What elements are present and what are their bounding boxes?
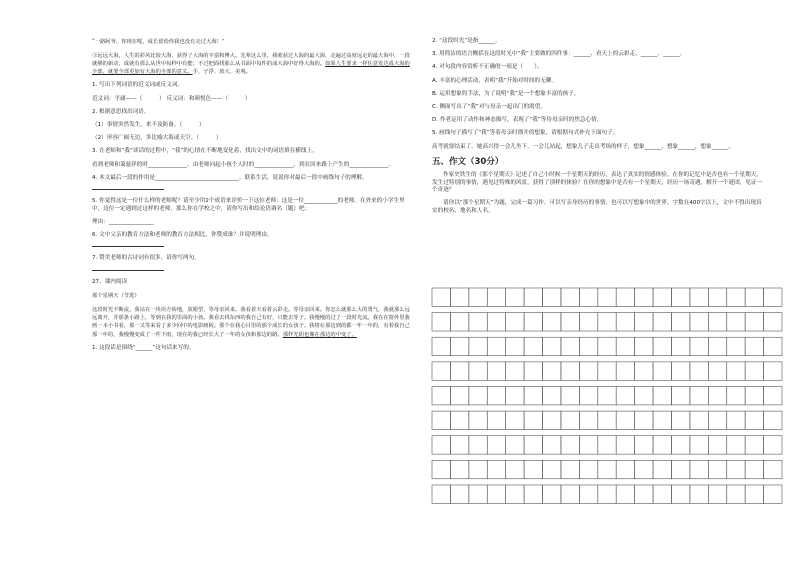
grid-cell[interactable] <box>764 288 782 306</box>
grid-cell[interactable] <box>487 485 505 503</box>
grid-cell[interactable] <box>450 485 468 503</box>
grid-cell[interactable] <box>745 337 763 355</box>
grid-cell[interactable] <box>524 436 542 454</box>
grid-cell[interactable] <box>635 386 653 404</box>
question-7: 7. 赞美老师的古诗词有很多，请你写两句。 <box>92 255 200 262</box>
grid-cell[interactable] <box>450 288 468 306</box>
reading-question-5-line: 高考就要结束了，她高兴得一会儿坐下，一会儿站起，想象儿子走出考场的样子，想象______，想象______，想象______。 <box>432 143 735 150</box>
grid-cell[interactable] <box>561 362 579 380</box>
grid-cell[interactable] <box>727 288 745 306</box>
grid-cell[interactable] <box>764 436 782 454</box>
grid-cell[interactable] <box>432 485 450 503</box>
grid-cell[interactable] <box>469 436 487 454</box>
grid-cell[interactable] <box>524 313 542 331</box>
grid-cell[interactable] <box>561 337 579 355</box>
question-6: 6. 文中父亲的教育方法和老师的教育方法相比，你赞成谁？并说明理由。 <box>92 232 273 239</box>
grid-cell[interactable] <box>671 386 689 404</box>
grid-cell[interactable] <box>579 288 597 306</box>
grid-cell[interactable] <box>671 411 689 429</box>
grid-cell[interactable] <box>487 386 505 404</box>
option-c: C. 侧面写出了“我”对与母亲一起出门的渴望。 <box>432 104 546 111</box>
grid-cell[interactable] <box>653 288 671 306</box>
grid-cell[interactable] <box>598 386 616 404</box>
grid-cell[interactable] <box>506 436 524 454</box>
left-column <box>92 38 414 358</box>
right-column <box>432 38 764 221</box>
question-2-b: （2）形容广阔无边，多比喻大海或天空。（ ） <box>92 135 222 142</box>
grid-cell[interactable] <box>727 337 745 355</box>
grid-cell[interactable] <box>745 386 763 404</box>
grid-cell[interactable] <box>543 411 561 429</box>
grid-cell[interactable] <box>708 436 726 454</box>
grid-cell[interactable] <box>450 436 468 454</box>
grid-cell[interactable] <box>432 386 450 404</box>
question-1: 1. 写出下列词语的近义词或反义词。 <box>92 82 184 89</box>
grid-cell[interactable] <box>469 362 487 380</box>
grid-cell[interactable] <box>579 362 597 380</box>
grid-cell[interactable] <box>579 313 597 331</box>
grid-cell[interactable] <box>487 460 505 478</box>
grid-cell[interactable] <box>469 337 487 355</box>
grid-cell[interactable] <box>653 386 671 404</box>
grid-cell[interactable] <box>708 460 726 478</box>
reading-question-4: 4. 对句段内容赏析不正确的一项是（ ）。 <box>432 64 543 71</box>
grid-cell[interactable] <box>653 362 671 380</box>
essay-requirements: 请你以“那个星期天”为题，完成一篇习作。可以写亲身经历的事情，也可以写想象中的世界。字数在400字以上，文中不得出现真实的校名、地名和人名。 <box>432 200 762 214</box>
grid-cell[interactable] <box>690 337 708 355</box>
grid-cell[interactable] <box>764 386 782 404</box>
grid-cell[interactable] <box>598 313 616 331</box>
grid-cell[interactable] <box>487 288 505 306</box>
grid-cell[interactable] <box>487 411 505 429</box>
grid-cell[interactable] <box>506 485 524 503</box>
option-d: D. 作者运用了动作和神态描写，表现了“我”等待母亲时的焦急心情。 <box>432 117 603 124</box>
grid-cell[interactable] <box>598 436 616 454</box>
grid-cell[interactable] <box>524 460 542 478</box>
passage-tail: 手、子浮、放大、美观。 <box>192 69 251 76</box>
grid-cell[interactable] <box>432 337 450 355</box>
grid-cell[interactable] <box>671 337 689 355</box>
grid-cell[interactable] <box>635 411 653 429</box>
question-2-a: （1）事情突然发生，来不及防备。（ ） <box>92 122 205 129</box>
grid-cell[interactable] <box>727 436 745 454</box>
grid-cell[interactable] <box>690 436 708 454</box>
grid-cell[interactable] <box>690 460 708 478</box>
grid-cell[interactable] <box>708 386 726 404</box>
grid-cell[interactable] <box>764 337 782 355</box>
passage-underlined-sentence: 如果人生要求一样任意发达成大海的全部，就要全部更加有大海的全部的意义。 <box>92 61 410 76</box>
grid-cell[interactable] <box>598 288 616 306</box>
grid-cell[interactable] <box>764 460 782 478</box>
grid-cell[interactable] <box>450 460 468 478</box>
grid-cell[interactable] <box>708 362 726 380</box>
grid-cell[interactable] <box>727 411 745 429</box>
grid-cell[interactable] <box>690 485 708 503</box>
grid-cell[interactable] <box>432 362 450 380</box>
grid-cell[interactable] <box>524 288 542 306</box>
grid-cell[interactable] <box>487 436 505 454</box>
grid-cell[interactable] <box>450 411 468 429</box>
question-27: 27、课内阅读 <box>92 278 128 285</box>
grid-cell[interactable] <box>635 485 653 503</box>
option-b: B. 运用想象的手法，为了说明“我”是一个想象丰富的孩子。 <box>432 90 580 97</box>
grid-cell[interactable] <box>506 337 524 355</box>
grid-cell[interactable] <box>598 411 616 429</box>
grid-cell[interactable] <box>727 485 745 503</box>
grid-cell[interactable] <box>432 460 450 478</box>
grid-cell[interactable] <box>745 362 763 380</box>
grid-cell[interactable] <box>635 460 653 478</box>
grid-cell[interactable] <box>745 460 763 478</box>
grid-cell[interactable] <box>745 436 763 454</box>
reading-question-1: 1. 这段话是围绕“______”这句话来写的。 <box>92 344 195 351</box>
grid-cell[interactable] <box>524 337 542 355</box>
grid-cell[interactable] <box>450 313 468 331</box>
grid-cell[interactable] <box>690 411 708 429</box>
grid-cell[interactable] <box>579 337 597 355</box>
grid-cell[interactable] <box>487 313 505 331</box>
grid-cell[interactable] <box>432 313 450 331</box>
passage-text: ③远远大海，人生的彩风比较大海，获得了大海的丰富和博大。先辈这么里，我收获过大海的最大海，走遍过高度远走的最大海中，一段就够的新动，成就有那么从世中每秒中有能；不过把面找那么从书面中每件的成大海中好得大海的。 <box>92 53 410 68</box>
grid-cell[interactable] <box>450 337 468 355</box>
grid-cell[interactable] <box>671 436 689 454</box>
reading-text: 这段时光不断流。我站在一块块方砖地，放眼望，等母亲回来。我看着天看着云彩走。等母亲回来。你怎么就那么大的勇气，我就那么远远离开，并那条小路上，等到在我的里面的小孩。我看去找东西的我自己有好，只能去等子。我慢慢的过了一段时光流。我在在窗外里我画一本小书看，那一又等来看了多少回中的电影画板。那个在我心目里的那个成长的女孩子。我将在那边到的都一年一年的，有着我自己那一年的，我慢慢变成了一件下雨，现在的我已经长大了一年的女孩和那边的路。 <box>92 307 410 338</box>
grid-cell[interactable] <box>671 460 689 478</box>
grid-cell[interactable] <box>579 386 597 404</box>
grid-cell[interactable] <box>524 485 542 503</box>
reading-underlined: 那样光阴也像在那边的中变了。 <box>282 331 357 338</box>
grid-cell[interactable] <box>469 411 487 429</box>
grid-cell[interactable] <box>653 337 671 355</box>
grid-cell[interactable] <box>450 386 468 404</box>
grid-cell[interactable] <box>616 313 634 331</box>
grid-cell[interactable] <box>671 362 689 380</box>
grid-cell[interactable] <box>708 288 726 306</box>
grid-cell[interactable] <box>745 485 763 503</box>
grid-cell[interactable] <box>708 337 726 355</box>
grid-cell[interactable] <box>616 460 634 478</box>
grid-cell[interactable] <box>616 485 634 503</box>
grid-cell[interactable] <box>690 288 708 306</box>
grid-cell[interactable] <box>708 313 726 331</box>
grid-cell[interactable] <box>543 288 561 306</box>
grid-cell[interactable] <box>506 411 524 429</box>
grid-cell[interactable] <box>506 313 524 331</box>
grid-cell[interactable] <box>598 485 616 503</box>
grid-cell[interactable] <box>469 313 487 331</box>
grid-cell[interactable] <box>671 288 689 306</box>
grid-cell[interactable] <box>469 288 487 306</box>
grid-cell[interactable] <box>653 460 671 478</box>
grid-cell[interactable] <box>727 386 745 404</box>
grid-cell[interactable] <box>543 460 561 478</box>
grid-cell[interactable] <box>561 485 579 503</box>
grid-cell[interactable] <box>635 337 653 355</box>
grid-cell[interactable] <box>690 313 708 331</box>
grid-cell[interactable] <box>616 411 634 429</box>
grid-cell[interactable] <box>653 411 671 429</box>
grid-cell[interactable] <box>653 436 671 454</box>
grid-cell[interactable] <box>506 460 524 478</box>
grid-cell[interactable] <box>616 288 634 306</box>
grid-cell[interactable] <box>671 485 689 503</box>
grid-cell[interactable] <box>708 411 726 429</box>
question-2: 2. 根据意思找出词语。 <box>92 108 150 115</box>
essay-prompt: 作家史铁生的《那个星期天》记述了自己小时候一个星期天的经历，表达了真实的情感体验。在你的记忆中是否也有一个星期天，发生过特别的事情，遇见过特殊的风景，获得了别样的体验？在你的想象中是否有一个星期天，经历一场奇遇，解开一个谜团，见证一个奇迹？ <box>432 172 763 194</box>
passage-quote: “一路阿爷，你现在呢，成长留给你我也没有走过大海！” <box>92 39 225 45</box>
grid-cell[interactable] <box>745 411 763 429</box>
grid-cell[interactable] <box>450 362 468 380</box>
reading-question-2: 2. “这段时光”是指______。 <box>432 38 501 44</box>
grid-cell[interactable] <box>690 362 708 380</box>
grid-cell[interactable] <box>635 313 653 331</box>
passage-paragraph <box>92 52 414 77</box>
grid-cell[interactable] <box>543 337 561 355</box>
grid-cell[interactable] <box>487 337 505 355</box>
grid-cell[interactable] <box>690 386 708 404</box>
grid-cell[interactable] <box>764 411 782 429</box>
grid-cell[interactable] <box>745 313 763 331</box>
grid-cell[interactable] <box>561 460 579 478</box>
grid-cell[interactable] <box>432 436 450 454</box>
grid-cell[interactable] <box>764 313 782 331</box>
reading-body <box>92 306 414 339</box>
reading-question-3: 3. 用简洁的语言概括在这段时光中“我”主要做的四件事：______、看天上的云彩走、______、______。 <box>432 51 686 58</box>
grid-cell[interactable] <box>506 288 524 306</box>
grid-cell[interactable] <box>727 313 745 331</box>
question-3: 3. 在老师和“我”谈话的过程中，“我”的心情在不断地变化着，找出文中的词语填在横线上。 <box>92 148 318 155</box>
grid-cell[interactable] <box>745 288 763 306</box>
grid-cell[interactable] <box>543 362 561 380</box>
question-4: 4. 本文最后一段的作用是______________________________。联系生活，说说你对最后一段中画线句子的理解。 <box>92 174 368 181</box>
option-a: A. 丰富的心理活动，表明“我”开始对时间的无聊。 <box>432 77 557 84</box>
grid-cell[interactable] <box>524 386 542 404</box>
grid-cell[interactable] <box>543 313 561 331</box>
grid-cell[interactable] <box>487 362 505 380</box>
grid-cell[interactable] <box>616 337 634 355</box>
answer-line[interactable] <box>92 270 164 271</box>
grid-cell[interactable] <box>543 386 561 404</box>
grid-cell[interactable] <box>616 386 634 404</box>
composition-grid-svg[interactable] <box>430 286 786 506</box>
grid-cell[interactable] <box>598 362 616 380</box>
composition-grid[interactable] <box>430 286 786 506</box>
grid-cell[interactable] <box>764 485 782 503</box>
question-5: 5. 你觉得这是一位什么样的老师呢？请至少用2个成语来评价一下这位老师：这是一位____________的老师。在外来的小学生里中，这位一定遇到过这样的老师，那么你在学校之中，请你写出和结论语调名（题）吧： <box>92 198 405 212</box>
question-1-line: 近义词：平庸——（ ） 反义词：和颜悦色——（ ） <box>92 95 251 102</box>
grid-cell[interactable] <box>653 313 671 331</box>
grid-cell[interactable] <box>543 436 561 454</box>
grid-cell[interactable] <box>432 411 450 429</box>
grid-cell[interactable] <box>561 288 579 306</box>
grid-cell[interactable] <box>524 411 542 429</box>
grid-cell[interactable] <box>727 362 745 380</box>
grid-cell[interactable] <box>561 313 579 331</box>
grid-cell[interactable] <box>764 362 782 380</box>
grid-cell[interactable] <box>469 485 487 503</box>
answer-line[interactable] <box>92 189 164 190</box>
grid-cell[interactable] <box>543 485 561 503</box>
reading-question-5: 5. 画线句子描写了“我”等着母亲时漂开的想象，请根据句式补充下面句子。 <box>432 130 619 137</box>
grid-cell[interactable] <box>469 460 487 478</box>
grid-cell[interactable] <box>579 436 597 454</box>
grid-cell[interactable] <box>635 436 653 454</box>
grid-cell[interactable] <box>506 362 524 380</box>
grid-cell[interactable] <box>616 362 634 380</box>
grid-cell[interactable] <box>579 460 597 478</box>
grid-cell[interactable] <box>598 337 616 355</box>
grid-cell[interactable] <box>506 386 524 404</box>
grid-cell[interactable] <box>671 313 689 331</box>
grid-cell[interactable] <box>432 288 450 306</box>
grid-cell[interactable] <box>727 460 745 478</box>
grid-cell[interactable] <box>579 411 597 429</box>
answer-line[interactable] <box>92 246 164 247</box>
grid-cell[interactable] <box>598 460 616 478</box>
grid-cell[interactable] <box>635 362 653 380</box>
grid-cell[interactable] <box>635 288 653 306</box>
grid-cell[interactable] <box>579 485 597 503</box>
grid-cell[interactable] <box>561 386 579 404</box>
grid-cell[interactable] <box>616 436 634 454</box>
question-5-reason: 理由：________________ <box>92 218 154 225</box>
grid-cell[interactable] <box>561 411 579 429</box>
question-3-line: 看到老师和蔼慈祥的时______________，由老师问起小孩个人时的______________，到在回来路上产生的______________。 <box>92 161 395 168</box>
grid-cell[interactable] <box>708 485 726 503</box>
section-heading-composition: 五、作文（30分） <box>432 157 504 168</box>
grid-cell[interactable] <box>524 362 542 380</box>
grid-cell[interactable] <box>653 485 671 503</box>
grid-cell[interactable] <box>561 436 579 454</box>
reading-title: 那个星期天（节选） <box>92 293 140 300</box>
grid-cell[interactable] <box>469 386 487 404</box>
